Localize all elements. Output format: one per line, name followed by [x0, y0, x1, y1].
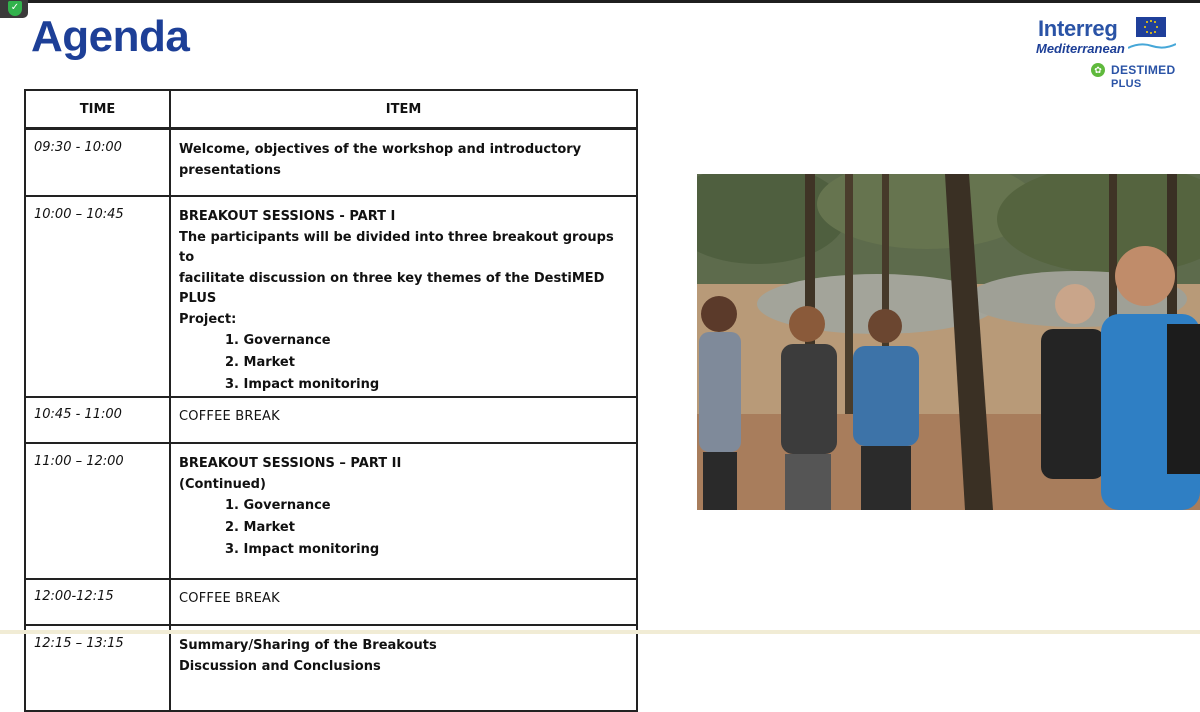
logo-plus: PLUS — [1111, 78, 1142, 90]
forest-group-photo — [697, 174, 1200, 510]
item-line: facilitate discussion on three key themes of the DestiMED PLUS — [179, 270, 605, 306]
time-cell: 12:00-12:15 — [25, 579, 170, 625]
item-cell — [170, 579, 637, 625]
time-cell: 12:15 – 13:15 — [25, 625, 170, 711]
logo-interreg: Interreg — [1038, 16, 1118, 41]
item-cell — [170, 625, 637, 711]
security-badge[interactable] — [0, 0, 28, 18]
theme-list — [179, 330, 626, 396]
time-cell: 10:00 – 10:45 — [25, 196, 170, 397]
item-line: Project: — [179, 311, 237, 327]
logo-mediterranean: Mediterranean — [1036, 41, 1125, 56]
logo-destimed: DESTIMED — [1111, 63, 1176, 77]
item-cell — [170, 196, 637, 397]
wave-icon — [1128, 42, 1176, 50]
interreg-destimed-logo — [1030, 14, 1190, 94]
header-time: TIME — [25, 90, 170, 129]
item-cell — [170, 129, 637, 197]
time-cell: 10:45 - 11:00 — [25, 397, 170, 443]
item-line: Summary/Sharing of the Breakouts — [179, 638, 437, 653]
item-line: Welcome, objectives of the workshop and introductory — [179, 142, 582, 157]
table-row — [25, 625, 637, 711]
bottom-window-strip — [0, 630, 1200, 634]
item-line: Discussion and Conclusions — [179, 658, 381, 674]
table-row — [25, 443, 637, 579]
time-cell: 09:30 - 10:00 — [25, 129, 170, 197]
theme-item: 2. Market — [225, 520, 295, 535]
item-text: COFFEE BREAK — [179, 409, 280, 424]
item-line: (Continued) — [179, 476, 266, 492]
item-text: COFFEE BREAK — [179, 591, 280, 606]
eu-flag-icon — [1136, 17, 1166, 37]
table-row — [25, 196, 637, 397]
slide-title: Agenda — [31, 12, 190, 61]
item-line: presentations — [179, 162, 281, 178]
table-row — [25, 397, 637, 443]
shield-check-icon: ✓ — [8, 1, 22, 16]
theme-list — [179, 495, 626, 561]
item-cell — [170, 397, 637, 443]
agenda-table — [24, 89, 638, 712]
table-row — [25, 129, 637, 197]
item-line: BREAKOUT SESSIONS – PART II — [179, 456, 402, 471]
header-item: ITEM — [170, 90, 637, 129]
theme-item: 1. Governance — [225, 333, 331, 348]
theme-item: 2. Market — [225, 355, 295, 370]
item-line: BREAKOUT SESSIONS - PART I — [179, 209, 396, 224]
theme-item: 3. Impact monitoring — [225, 377, 380, 392]
theme-item: 1. Governance — [225, 498, 331, 513]
theme-item: 3. Impact monitoring — [225, 542, 380, 557]
item-cell — [170, 443, 637, 579]
destimed-icon: ✿ — [1091, 63, 1105, 77]
top-window-strip — [0, 0, 1200, 3]
item-line: The participants will be divided into three breakout groups to — [179, 229, 614, 265]
table-row — [25, 579, 637, 625]
time-cell: 11:00 – 12:00 — [25, 443, 170, 579]
